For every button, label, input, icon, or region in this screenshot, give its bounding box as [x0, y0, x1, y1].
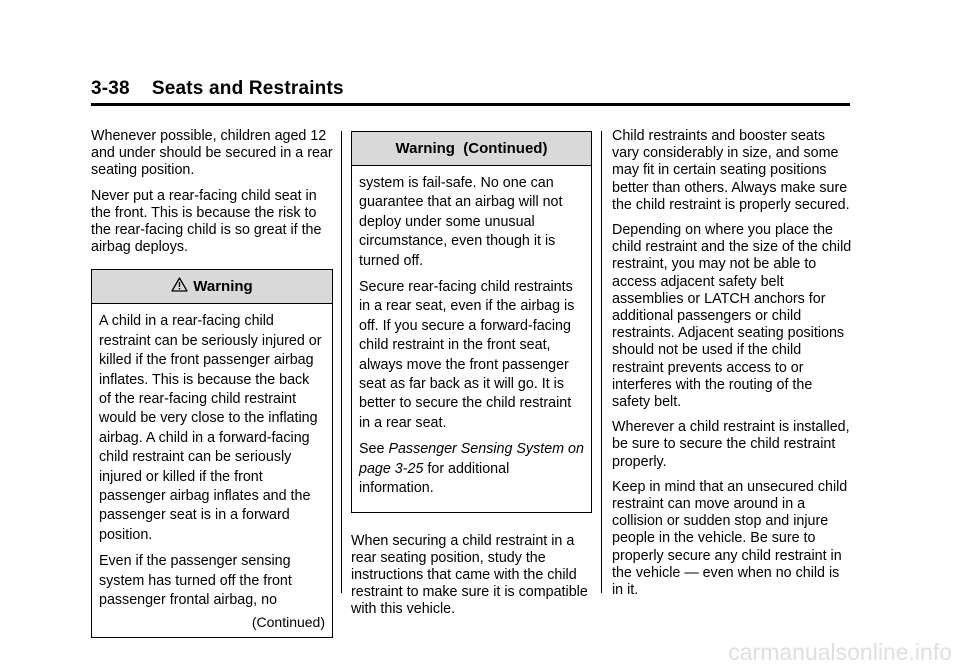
paragraph: Wherever a child restraint is installed, be sure to secure the child restraint properly. — [612, 419, 850, 470]
see-suffix: for additional information. — [359, 460, 510, 497]
warning-text: A child in a rear-facing child restraint can be seriously injured or killed if the front passenger airbag inflates. This is because the back of the rear-facing child restraint would be very close to the inflating airbag. A child in a forward-facing child restraint can be seriously injured or killed if the front passenger airbag inflates and the passenger seat is in a forward position. — [99, 313, 322, 543]
warning-box-continued — [351, 131, 592, 513]
paragraph: Whenever possible, children aged 12 and under should be secured in a rear seating position. — [91, 128, 333, 179]
header-rule — [91, 103, 850, 106]
warning-body — [92, 304, 332, 636]
column-1 — [91, 128, 333, 638]
warning-title: Warning — [193, 278, 253, 296]
page-number: 3-38 — [91, 78, 130, 99]
warning-body — [352, 166, 591, 512]
warning-triangle-icon — [171, 277, 188, 296]
warning-title: Warning (Continued) — [395, 140, 548, 157]
see-prefix: See — [359, 441, 385, 458]
warning-text — [359, 440, 584, 498]
paragraph: Keep in mind that an unsecured child restraint can move around in a collision or sudden stop and injure people in the vehicle. Be sure to properly secure any child restraint in the vehicle — even when no child is in it. — [612, 478, 848, 599]
page-header — [91, 78, 344, 100]
warning-header — [352, 132, 591, 166]
column-2 — [351, 131, 592, 627]
section-title: Seats and Restraints — [151, 78, 344, 99]
warning-header — [92, 270, 332, 304]
paragraph: Depending on where you place the child restraint and the size of the child restraint, you may not be able to access adjacent safety belt assemblies or LATCH anchors for additional passengers or child restraints. Adjacent seating positions should not be used if the child restraint prevents access to or interferes with the routing of the safety belt. — [612, 222, 852, 411]
continued-label: (Continued) — [251, 613, 325, 630]
column-divider — [601, 131, 602, 593]
column-divider — [341, 131, 342, 593]
cross-reference-link[interactable]: Passenger Sensing System on page 3-25 — [359, 441, 584, 477]
warning-text: Secure rear-facing child restraints in a rear seat, even if the airbag is off. If you secure a forward-facing child restraint in the front seat, always move the front passenger seat as far back as it will go. It is better to secure the child restraint in a rear seat. — [359, 279, 575, 431]
warning-box — [91, 269, 333, 637]
paragraph: When securing a child restraint in a rear seating position, study the instructions that came with the child restraint to make sure it is compatible with this vehicle. — [351, 532, 588, 618]
warning-text: Even if the passenger sensing system has turned off the front passenger frontal airbag, no — [99, 553, 292, 609]
paragraph: Never put a rear-facing child seat in the front. This is because the risk to the rear-facing child is so great if the airbag deploys. — [91, 187, 322, 256]
watermark: carmanualsonline.info — [728, 639, 952, 665]
paragraph: Child restraints and booster seats vary considerably in size, and some may fit in certain seating positions better than others. Always make sure the child restraint is properly secured. — [612, 128, 850, 213]
warning-text: system is fail-safe. No one can guarantee that an airbag will not deploy under some unusual circumstance, even though it is turned off. — [359, 175, 563, 269]
column-3 — [612, 128, 854, 607]
